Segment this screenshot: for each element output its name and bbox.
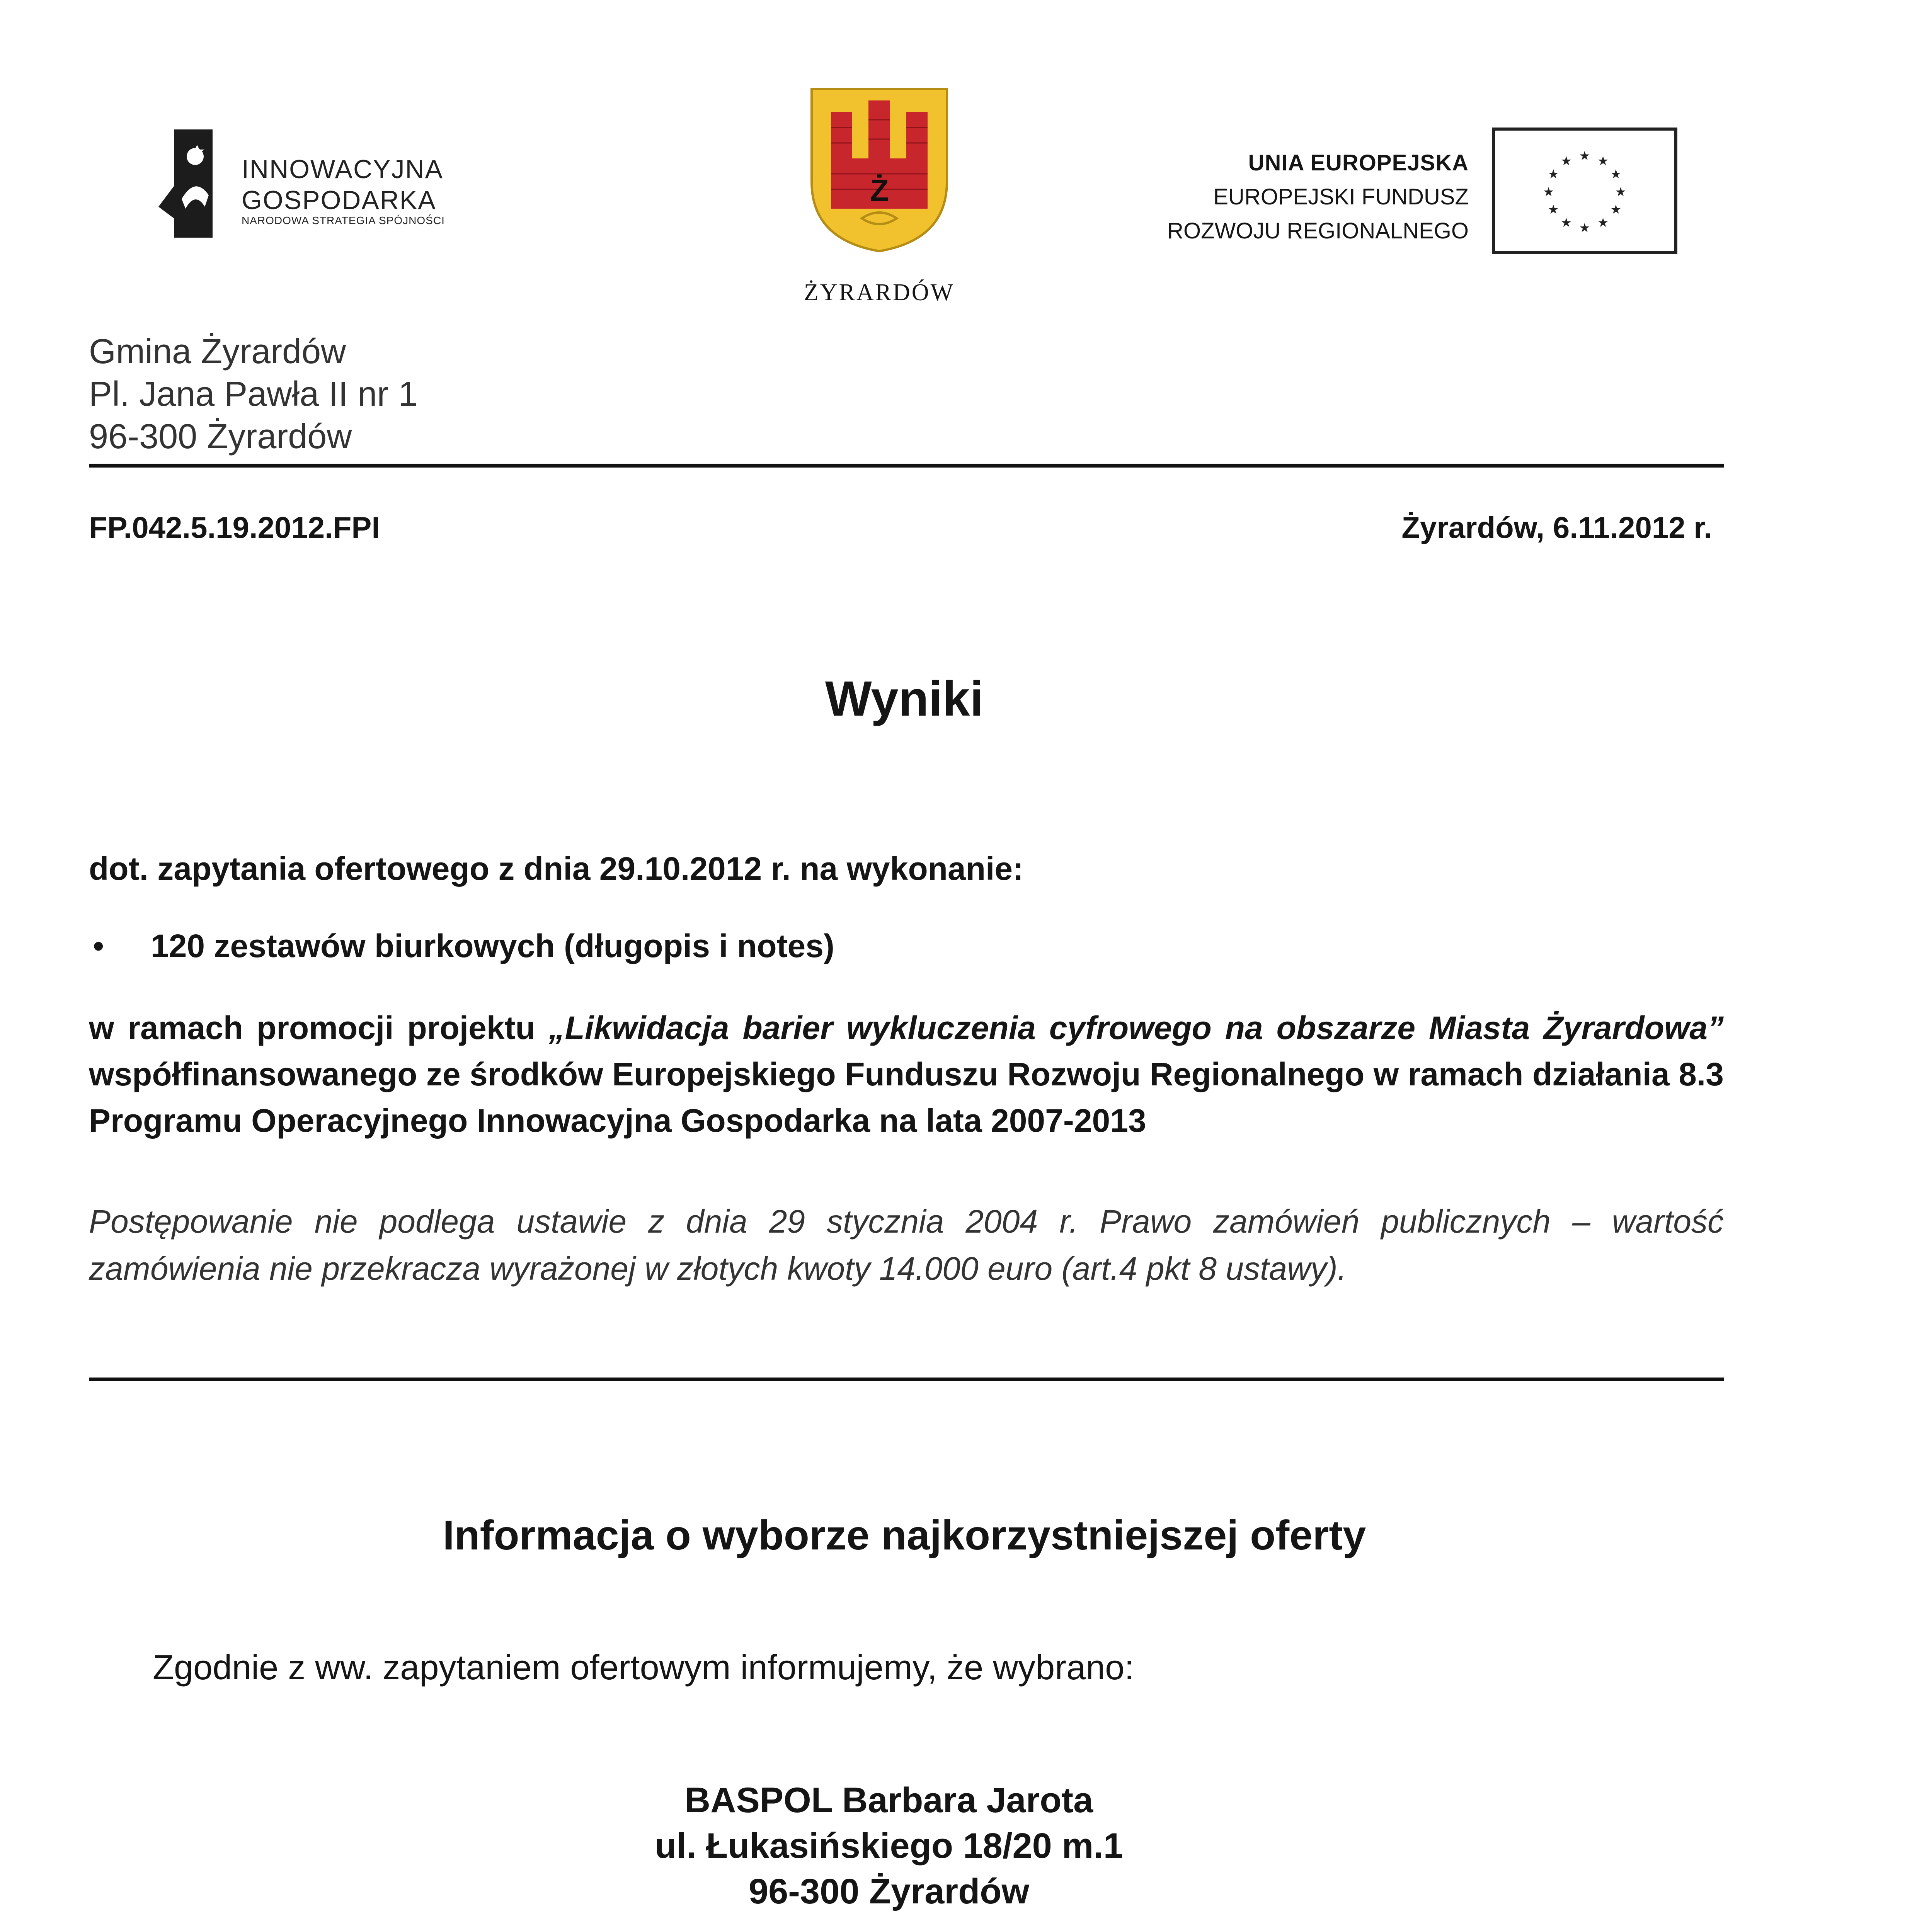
bullet-item: 120 zestawów biurkowych (długopis i notes) (151, 928, 834, 964)
svg-text:★: ★ (1548, 202, 1559, 217)
section-title: Informacja o wyborze najkorzystniejszej oferty (443, 1512, 1366, 1558)
svg-text:★: ★ (1597, 153, 1609, 168)
crest-caption: ŻYRARDÓW (804, 279, 955, 306)
eu-flag-stars-icon (1492, 128, 1677, 254)
svg-text:★: ★ (1610, 202, 1622, 217)
project-paragraph: w ramach promocji projektu „Likwidacja barier wykluczenia cyfrowego na obszarze Miasta Żyrardowa” współfinansowanego ze środków Europejskiego Funduszu Rozwoju Regionalnego w ramach działania 8.3 Programu Operacyjnego Innowacyjna Gospodarka na lata 2007-2013 (89, 1010, 1724, 1139)
svg-text:★: ★ (1560, 153, 1572, 168)
eu-funding-label: UNIA EUROPEJSKA EUROPEJSKI FUNDUSZ ROZWOJU REGIONALNEGO (1167, 150, 1469, 243)
zyrardow-crest-icon (808, 85, 951, 255)
winner-name: BASPOL Barbara Jarota (684, 1781, 1093, 1820)
winner-street: ul. Łukasińskiego 18/20 m.1 (655, 1826, 1123, 1866)
svg-text:★: ★ (1548, 167, 1559, 182)
legal-note: Postępowanie nie podlega ustawie z dnia 29 stycznia 2004 r. Prawo zamówień publicznych – wartość zamówienia nie przekracza wyrażonej w złotych kwoty 14.000 euro (art.4 pkt 8 ustawy). (89, 1203, 1724, 1287)
ig-logo-subtext: NARODOWA STRATEGIA SPÓJNOŚCI (242, 214, 445, 226)
place-date: Żyrardów, 6.11.2012 r. (1401, 510, 1712, 544)
sender-address: Gmina Żyrardów Pl. Jana Pawła II nr 1 96-300 Żyrardów (89, 332, 418, 456)
crest-letter: Ż (870, 173, 889, 207)
svg-text:★: ★ (1543, 184, 1554, 199)
intro-text: Zgodnie z ww. zapytaniem ofertowym informujemy, że wybrano: (153, 1648, 1134, 1687)
svg-text:★: ★ (1579, 220, 1590, 235)
project-name: „Likwidacja barier wykluczenia cyfrowego na obszarze Miasta Żyrardowa” (548, 1010, 1724, 1046)
subject-line: dot. zapytania ofertowego z dnia 29.10.2012 r. na wykonanie: (89, 850, 1024, 887)
section-divider (89, 1378, 1724, 1381)
svg-text:★: ★ (1560, 215, 1572, 230)
bullet-dot-icon: • (93, 928, 104, 964)
svg-text:★: ★ (1615, 184, 1626, 199)
innowacyjna-gospodarka-logo-icon (158, 129, 213, 238)
winner-city: 96-300 Żyrardów (748, 1872, 1030, 1911)
document-title: Wyniki (825, 671, 984, 726)
reference-number: FP.042.5.19.2012.FPI (89, 510, 380, 544)
svg-text:★: ★ (1579, 148, 1590, 163)
ig-logo-text: INNOWACYJNA GOSPODARKA (242, 155, 443, 215)
selected-offer (0, 1777, 1778, 1914)
svg-text:★: ★ (1597, 215, 1609, 230)
svg-text:★: ★ (1610, 167, 1622, 182)
header-divider (89, 464, 1724, 468)
